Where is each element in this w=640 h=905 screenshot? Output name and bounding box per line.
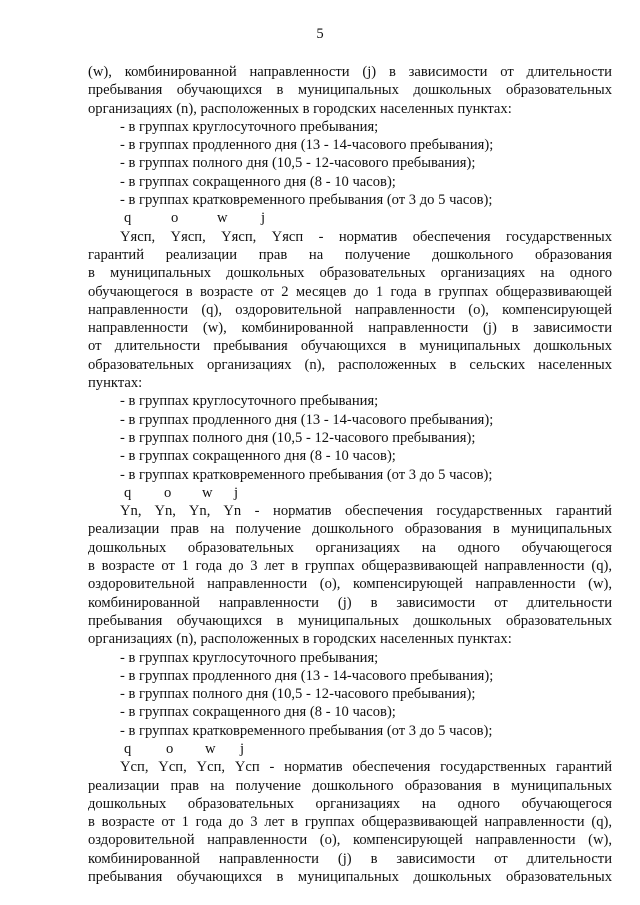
paragraph-line: направленности (q), оздоровительной направленности (o), компенсирующей <box>88 301 612 318</box>
paragraph-line: дошкольных образовательных организациях на одного обучающегося <box>88 795 612 812</box>
list-item: - в группах круглосуточного пребывания; <box>120 393 379 410</box>
paragraph-line: в муниципальных дошкольных образовательных организациях на одного <box>88 265 612 282</box>
paragraph-line: от длительности пребывания обучающихся в муниципальных дошкольных <box>88 338 612 355</box>
list-item: - в группах продленного дня (13 - 14-часового пребывания); <box>120 137 494 154</box>
list-item: - в группах полного дня (10,5 - 12-часового пребывания); <box>120 155 476 172</box>
list-item: - в группах полного дня (10,5 - 12-часового пребывания); <box>120 429 476 446</box>
subscript-w: w <box>202 484 213 501</box>
list-item: - в группах кратковременного пребывания (от 3 до 5 часов); <box>120 192 493 209</box>
list-item: - в группах круглосуточного пребывания; <box>120 649 379 666</box>
paragraph-line: Yn, Yn, Yn, Yn - норматив обеспечения государственных гарантий <box>120 503 612 520</box>
paragraph-line: организациях (n), расположенных в городских населенных пунктах: <box>88 631 512 648</box>
list-item: - в группах кратковременного пребывания (от 3 до 5 часов); <box>120 466 493 483</box>
paragraph-line: образовательных организациях (n), расположенных в сельских населенных <box>88 356 612 373</box>
paragraph-line: оздоровительной направленности (o), компенсирующей направленности (w), <box>88 576 612 593</box>
subscript-row <box>88 209 612 227</box>
subscript-row <box>88 740 612 758</box>
paragraph-line: обучающегося в возрасте от 2 месяцев до 1 года в группах общеразвивающей <box>88 283 612 300</box>
list-item: - в группах продленного дня (13 - 14-часового пребывания); <box>120 411 494 428</box>
paragraph-line: реализации прав на получение дошкольного образования в муниципальных <box>88 521 612 538</box>
paragraph-line: пунктах: <box>88 375 143 392</box>
list-item: - в группах сокращенного дня (8 - 10 часов); <box>120 173 396 190</box>
paragraph-line: реализации прав на получение дошкольного образования в муниципальных <box>88 777 612 794</box>
subscript-w: w <box>205 740 216 757</box>
subscript-q: q <box>124 210 132 227</box>
paragraph-line: комбинированной направленности (j) в зависимости от длительности <box>88 850 612 867</box>
paragraph-line: пребывания обучающихся в муниципальных дошкольных образовательных <box>88 869 612 886</box>
paragraph-line: оздоровительной направленности (o), компенсирующей направленности (w), <box>88 832 612 849</box>
subscript-o: o <box>166 740 174 757</box>
subscript-j: j <box>234 484 239 501</box>
paragraph-line: комбинированной направленности (j) в зависимости от длительности <box>88 594 612 611</box>
subscript-q: q <box>124 740 132 757</box>
group-type-list <box>88 649 612 740</box>
paragraph-line: гарантий реализации прав на получение дошкольного образования <box>88 246 612 263</box>
paragraph-line: пребывания обучающихся в муниципальных дошкольных образовательных <box>88 82 612 99</box>
paragraph-line: пребывания обучающихся в муниципальных дошкольных образовательных <box>88 612 612 629</box>
subscript-w: w <box>217 210 228 227</box>
subscript-j: j <box>261 210 266 227</box>
paragraph-line: направленности (w), комбинированной направленности (j) в зависимости <box>88 320 612 337</box>
paragraph-line: в возрасте от 1 года до 3 лет в группах общеразвивающей направленности (q), <box>88 814 612 831</box>
list-item: - в группах продленного дня (13 - 14-часового пребывания); <box>120 667 494 684</box>
document-body <box>88 63 612 886</box>
paragraph-line: Yсп, Yсп, Yсп, Yсп - норматив обеспечения государственных гарантий <box>120 759 612 776</box>
paragraph-line: Yясп, Yясп, Yясп, Yясп - норматив обеспечения государственных <box>120 228 612 245</box>
group-type-list <box>88 118 612 209</box>
paragraph-line: (w), комбинированной направленности (j) в зависимости от длительности <box>88 64 612 80</box>
list-item: - в группах полного дня (10,5 - 12-часового пребывания); <box>120 686 476 703</box>
paragraph-line: дошкольных образовательных организациях на одного обучающегося <box>88 539 612 556</box>
subscript-j: j <box>240 740 245 757</box>
page-number: 5 <box>316 26 324 42</box>
paragraph-line: организациях (n), расположенных в городских населенных пунктах: <box>88 100 512 117</box>
list-item: - в группах круглосуточного пребывания; <box>120 118 379 135</box>
group-type-list <box>88 392 612 483</box>
subscript-row <box>88 484 612 502</box>
list-item: - в группах сокращенного дня (8 - 10 часов); <box>120 704 396 721</box>
list-item: - в группах сокращенного дня (8 - 10 часов); <box>120 448 396 465</box>
subscript-q: q <box>124 484 132 501</box>
subscript-o: o <box>171 210 179 227</box>
subscript-o: o <box>164 484 172 501</box>
list-item: - в группах кратковременного пребывания (от 3 до 5 часов); <box>120 722 493 739</box>
paragraph-line: в возрасте от 1 года до 3 лет в группах общеразвивающей направленности (q), <box>88 558 612 575</box>
